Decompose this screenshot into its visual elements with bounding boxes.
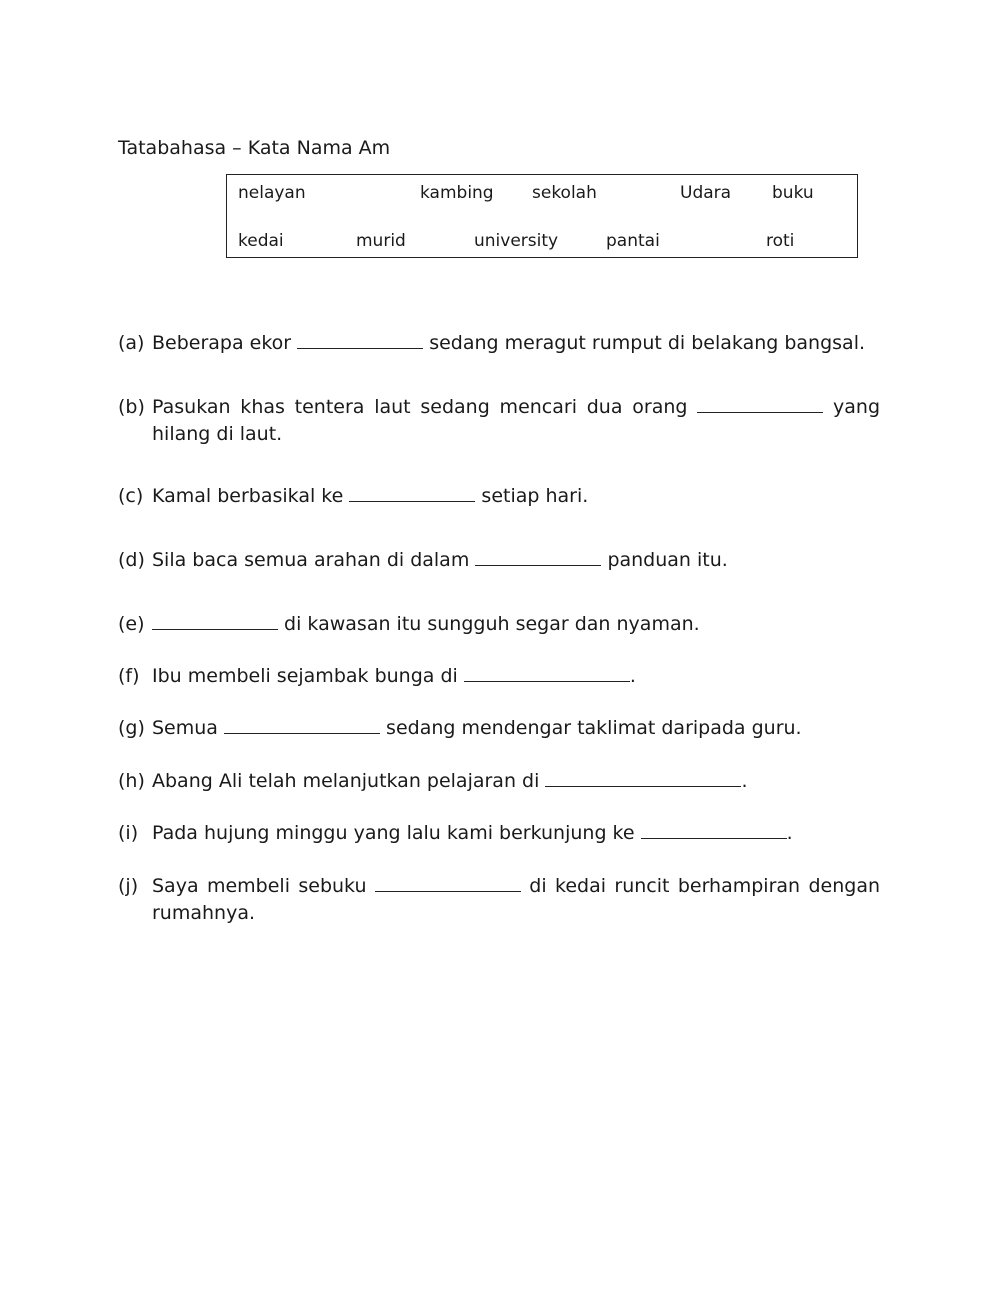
question-label: (e) (118, 613, 145, 635)
question-j (118, 873, 880, 927)
question-label: (d) (118, 549, 145, 571)
word-bank-item: murid (356, 231, 406, 251)
question-text-before: Ibu membeli sejambak bunga di (152, 665, 458, 687)
answer-blank[interactable] (475, 547, 601, 566)
word-bank-item: Udara (680, 183, 732, 203)
answer-blank[interactable] (375, 873, 521, 892)
question-text-before: Pasukan khas tentera laut sedang mencari dua orang (152, 396, 688, 418)
question-text-after: sedang meragut rumput di belakang bangsal. (429, 332, 866, 354)
question-text-before: Pada hujung minggu yang lalu kami berkunjung ke (152, 822, 635, 844)
answer-blank[interactable] (297, 330, 423, 349)
question-text-after: setiap hari. (481, 485, 589, 507)
question-text-after: di kawasan itu sungguh segar dan nyaman. (284, 613, 700, 635)
question-g (118, 715, 880, 742)
question-label: (j) (118, 875, 139, 897)
question-text-before: Semua (152, 717, 218, 739)
question-label: (i) (118, 822, 139, 844)
question-text-after: panduan itu. (607, 549, 728, 571)
answer-blank[interactable] (224, 715, 380, 734)
question-i (118, 820, 880, 847)
question-label: (f) (118, 665, 140, 687)
word-bank-box (226, 174, 858, 258)
question-a (118, 330, 880, 357)
question-text-before: Beberapa ekor (152, 332, 292, 354)
word-bank-item: buku (772, 183, 814, 203)
question-text-after: yang hilang di laut. (152, 396, 881, 445)
answer-blank[interactable] (152, 611, 278, 630)
question-text-before: Abang Ali telah melanjutkan pelajaran di (152, 770, 540, 792)
question-text-after: sedang mendengar taklimat daripada guru. (386, 717, 802, 739)
question-text-before: Saya membeli sebuku (152, 875, 367, 897)
answer-blank[interactable] (697, 394, 823, 413)
question-d (118, 547, 880, 574)
question-text-before: Kamal berbasikal ke (152, 485, 344, 507)
answer-blank[interactable] (349, 483, 475, 502)
question-label: (b) (118, 396, 145, 418)
question-e (118, 611, 880, 638)
answer-blank[interactable] (464, 663, 630, 682)
question-text-after: . (629, 665, 636, 687)
question-label: (g) (118, 717, 145, 739)
question-label: (a) (118, 332, 145, 354)
question-h (118, 768, 880, 795)
word-bank-item: university (474, 231, 559, 251)
question-text-after: . (786, 822, 793, 844)
question-label: (c) (118, 485, 144, 507)
answer-blank[interactable] (545, 768, 741, 787)
question-label: (h) (118, 770, 145, 792)
word-bank-item: nelayan (238, 183, 306, 203)
question-text-after: . (741, 770, 748, 792)
question-b (118, 394, 880, 448)
word-bank-item: kambing (420, 183, 494, 203)
question-text-before: Sila baca semua arahan di dalam (152, 549, 470, 571)
page-title: Tatabahasa – Kata Nama Am (118, 137, 391, 159)
word-bank-item: kedai (238, 231, 284, 251)
question-text-after: di kedai runcit berhampiran dengan rumahnya. (152, 875, 881, 924)
question-c (118, 483, 880, 510)
question-f (118, 663, 880, 690)
word-bank-item: pantai (606, 231, 660, 251)
word-bank-item: roti (766, 231, 795, 251)
word-bank-item: sekolah (532, 183, 597, 203)
answer-blank[interactable] (641, 820, 787, 839)
